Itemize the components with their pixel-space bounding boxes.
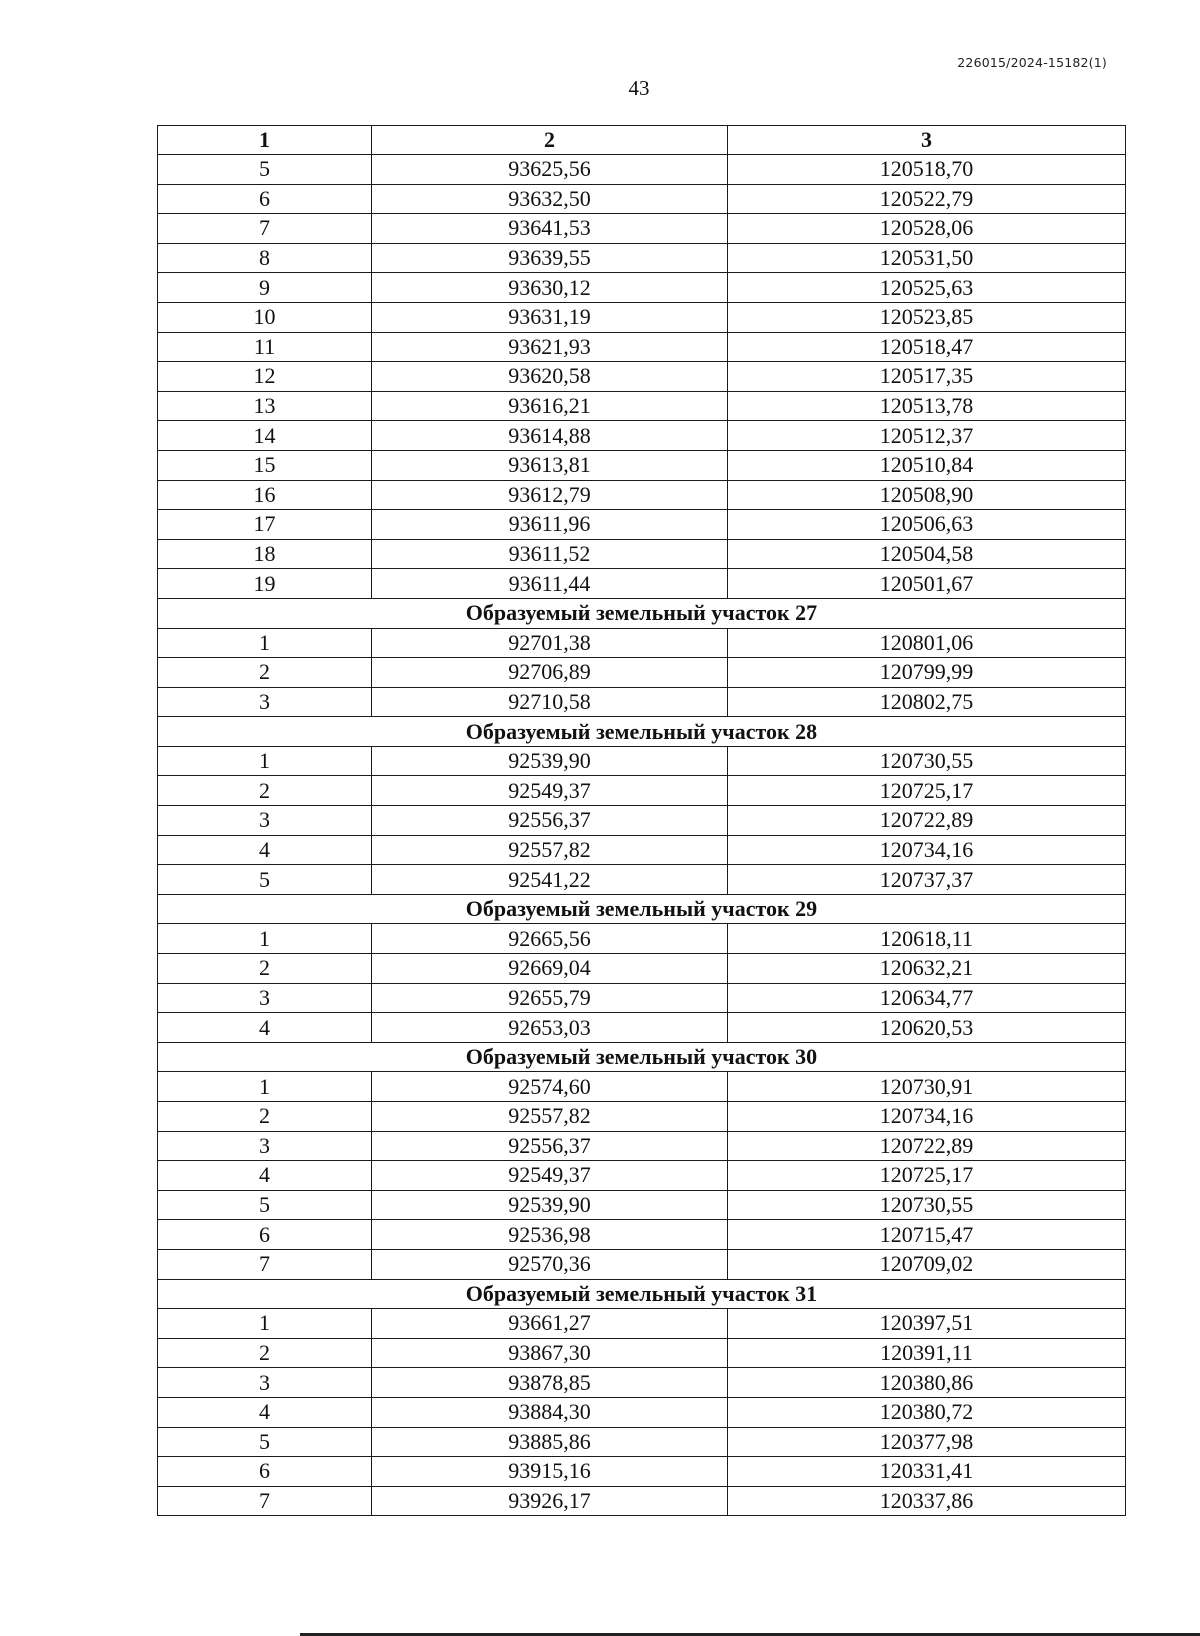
table-row bbox=[158, 776, 1126, 806]
point-number-cell: 5 bbox=[158, 865, 372, 895]
x-coordinate-cell: 93614,88 bbox=[372, 421, 728, 451]
table-row bbox=[158, 539, 1126, 569]
point-number-cell: 2 bbox=[158, 658, 372, 688]
y-coordinate-cell: 120737,37 bbox=[728, 865, 1126, 895]
x-coordinate-cell: 93611,96 bbox=[372, 510, 728, 540]
section-title: Образуемый земельный участок 29 bbox=[158, 894, 1126, 924]
x-coordinate-cell: 93867,30 bbox=[372, 1338, 728, 1368]
table-row bbox=[158, 184, 1126, 214]
y-coordinate-cell: 120725,17 bbox=[728, 776, 1126, 806]
y-coordinate-cell: 120380,86 bbox=[728, 1368, 1126, 1398]
table-row bbox=[158, 1368, 1126, 1398]
table-row bbox=[158, 214, 1126, 244]
y-coordinate-cell: 120525,63 bbox=[728, 273, 1126, 303]
column-header-3: 3 bbox=[728, 126, 1126, 155]
y-coordinate-cell: 120634,77 bbox=[728, 983, 1126, 1013]
point-number-cell: 6 bbox=[158, 1457, 372, 1487]
table-row bbox=[158, 806, 1126, 836]
table-row bbox=[158, 1102, 1126, 1132]
table-row bbox=[158, 865, 1126, 895]
point-number-cell: 13 bbox=[158, 391, 372, 421]
x-coordinate-cell: 93616,21 bbox=[372, 391, 728, 421]
table-row bbox=[158, 332, 1126, 362]
section-title: Образуемый земельный участок 31 bbox=[158, 1279, 1126, 1309]
table-row bbox=[158, 1397, 1126, 1427]
x-coordinate-cell: 93620,58 bbox=[372, 362, 728, 392]
point-number-cell: 5 bbox=[158, 155, 372, 185]
x-coordinate-cell: 93613,81 bbox=[372, 450, 728, 480]
point-number-cell: 2 bbox=[158, 1338, 372, 1368]
point-number-cell: 2 bbox=[158, 1102, 372, 1132]
table-row bbox=[158, 569, 1126, 599]
x-coordinate-cell: 92549,37 bbox=[372, 776, 728, 806]
y-coordinate-cell: 120377,98 bbox=[728, 1427, 1126, 1457]
y-coordinate-cell: 120632,21 bbox=[728, 954, 1126, 984]
table-row bbox=[158, 362, 1126, 392]
table-row bbox=[158, 155, 1126, 185]
x-coordinate-cell: 92655,79 bbox=[372, 983, 728, 1013]
table-row bbox=[158, 746, 1126, 776]
x-coordinate-cell: 92665,56 bbox=[372, 924, 728, 954]
point-number-cell: 7 bbox=[158, 1486, 372, 1516]
y-coordinate-cell: 120722,89 bbox=[728, 1131, 1126, 1161]
y-coordinate-cell: 120397,51 bbox=[728, 1309, 1126, 1339]
y-coordinate-cell: 120730,55 bbox=[728, 746, 1126, 776]
point-number-cell: 4 bbox=[158, 1013, 372, 1043]
table-row bbox=[158, 835, 1126, 865]
table-row bbox=[158, 1427, 1126, 1457]
table-row bbox=[158, 1161, 1126, 1191]
table-row bbox=[158, 954, 1126, 984]
x-coordinate-cell: 93612,79 bbox=[372, 480, 728, 510]
table-row bbox=[158, 450, 1126, 480]
x-coordinate-cell: 92557,82 bbox=[372, 1102, 728, 1132]
x-coordinate-cell: 93611,44 bbox=[372, 569, 728, 599]
x-coordinate-cell: 93641,53 bbox=[372, 214, 728, 244]
x-coordinate-cell: 93884,30 bbox=[372, 1397, 728, 1427]
y-coordinate-cell: 120528,06 bbox=[728, 214, 1126, 244]
point-number-cell: 3 bbox=[158, 983, 372, 1013]
y-coordinate-cell: 120618,11 bbox=[728, 924, 1126, 954]
point-number-cell: 3 bbox=[158, 687, 372, 717]
y-coordinate-cell: 120734,16 bbox=[728, 835, 1126, 865]
page-number: 43 bbox=[628, 76, 650, 100]
point-number-cell: 1 bbox=[158, 1309, 372, 1339]
x-coordinate-cell: 92653,03 bbox=[372, 1013, 728, 1043]
point-number-cell: 6 bbox=[158, 1220, 372, 1250]
x-coordinate-cell: 92556,37 bbox=[372, 1131, 728, 1161]
x-coordinate-cell: 93630,12 bbox=[372, 273, 728, 303]
table-row bbox=[158, 1457, 1126, 1487]
point-number-cell: 1 bbox=[158, 746, 372, 776]
y-coordinate-cell: 120508,90 bbox=[728, 480, 1126, 510]
point-number-cell: 5 bbox=[158, 1190, 372, 1220]
point-number-cell: 8 bbox=[158, 243, 372, 273]
x-coordinate-cell: 93661,27 bbox=[372, 1309, 728, 1339]
table-row bbox=[158, 302, 1126, 332]
table-row bbox=[158, 628, 1126, 658]
y-coordinate-cell: 120522,79 bbox=[728, 184, 1126, 214]
y-coordinate-cell: 120722,89 bbox=[728, 806, 1126, 836]
section-header-row bbox=[158, 717, 1126, 747]
y-coordinate-cell: 120504,58 bbox=[728, 539, 1126, 569]
table-row bbox=[158, 658, 1126, 688]
section-title: Образуемый земельный участок 30 bbox=[158, 1042, 1126, 1072]
table-row bbox=[158, 1013, 1126, 1043]
x-coordinate-cell: 92549,37 bbox=[372, 1161, 728, 1191]
section-header-row bbox=[158, 1279, 1126, 1309]
point-number-cell: 7 bbox=[158, 214, 372, 244]
column-header-1: 1 bbox=[158, 126, 372, 155]
x-coordinate-cell: 92557,82 bbox=[372, 835, 728, 865]
y-coordinate-cell: 120802,75 bbox=[728, 687, 1126, 717]
x-coordinate-cell: 92556,37 bbox=[372, 806, 728, 836]
y-coordinate-cell: 120380,72 bbox=[728, 1397, 1126, 1427]
point-number-cell: 3 bbox=[158, 1131, 372, 1161]
y-coordinate-cell: 120734,16 bbox=[728, 1102, 1126, 1132]
table-row bbox=[158, 421, 1126, 451]
point-number-cell: 19 bbox=[158, 569, 372, 599]
y-coordinate-cell: 120518,70 bbox=[728, 155, 1126, 185]
point-number-cell: 15 bbox=[158, 450, 372, 480]
table-row bbox=[158, 983, 1126, 1013]
x-coordinate-cell: 92669,04 bbox=[372, 954, 728, 984]
x-coordinate-cell: 93926,17 bbox=[372, 1486, 728, 1516]
x-coordinate-cell: 92539,90 bbox=[372, 1190, 728, 1220]
y-coordinate-cell: 120709,02 bbox=[728, 1249, 1126, 1279]
table-row bbox=[158, 1072, 1126, 1102]
point-number-cell: 2 bbox=[158, 776, 372, 806]
y-coordinate-cell: 120391,11 bbox=[728, 1338, 1126, 1368]
point-number-cell: 5 bbox=[158, 1427, 372, 1457]
point-number-cell: 2 bbox=[158, 954, 372, 984]
table-row bbox=[158, 1220, 1126, 1250]
x-coordinate-cell: 93632,50 bbox=[372, 184, 728, 214]
y-coordinate-cell: 120506,63 bbox=[728, 510, 1126, 540]
point-number-cell: 18 bbox=[158, 539, 372, 569]
x-coordinate-cell: 92541,22 bbox=[372, 865, 728, 895]
document-id: 226015/2024-15182(1) bbox=[957, 55, 1107, 70]
point-number-cell: 17 bbox=[158, 510, 372, 540]
y-coordinate-cell: 120725,17 bbox=[728, 1161, 1126, 1191]
y-coordinate-cell: 120523,85 bbox=[728, 302, 1126, 332]
y-coordinate-cell: 120501,67 bbox=[728, 569, 1126, 599]
table-row bbox=[158, 273, 1126, 303]
point-number-cell: 10 bbox=[158, 302, 372, 332]
x-coordinate-cell: 93625,56 bbox=[372, 155, 728, 185]
y-coordinate-cell: 120337,86 bbox=[728, 1486, 1126, 1516]
section-title: Образуемый земельный участок 27 bbox=[158, 598, 1126, 628]
point-number-cell: 4 bbox=[158, 1397, 372, 1427]
table-row bbox=[158, 1309, 1126, 1339]
point-number-cell: 12 bbox=[158, 362, 372, 392]
point-number-cell: 1 bbox=[158, 1072, 372, 1102]
x-coordinate-cell: 92710,58 bbox=[372, 687, 728, 717]
y-coordinate-cell: 120517,35 bbox=[728, 362, 1126, 392]
table-row bbox=[158, 243, 1126, 273]
table-row bbox=[158, 1190, 1126, 1220]
y-coordinate-cell: 120512,37 bbox=[728, 421, 1126, 451]
table-row bbox=[158, 1131, 1126, 1161]
table-row bbox=[158, 1338, 1126, 1368]
coordinates-table bbox=[157, 125, 1126, 1516]
x-coordinate-cell: 93915,16 bbox=[372, 1457, 728, 1487]
point-number-cell: 1 bbox=[158, 628, 372, 658]
point-number-cell: 7 bbox=[158, 1249, 372, 1279]
point-number-cell: 16 bbox=[158, 480, 372, 510]
y-coordinate-cell: 120715,47 bbox=[728, 1220, 1126, 1250]
point-number-cell: 3 bbox=[158, 806, 372, 836]
column-header-2: 2 bbox=[372, 126, 728, 155]
table-row bbox=[158, 1486, 1126, 1516]
table-row bbox=[158, 510, 1126, 540]
table-row bbox=[158, 1249, 1126, 1279]
section-header-row bbox=[158, 894, 1126, 924]
table-body bbox=[158, 155, 1126, 1516]
x-coordinate-cell: 93621,93 bbox=[372, 332, 728, 362]
x-coordinate-cell: 93631,19 bbox=[372, 302, 728, 332]
point-number-cell: 4 bbox=[158, 835, 372, 865]
point-number-cell: 11 bbox=[158, 332, 372, 362]
y-coordinate-cell: 120510,84 bbox=[728, 450, 1126, 480]
point-number-cell: 14 bbox=[158, 421, 372, 451]
x-coordinate-cell: 93611,52 bbox=[372, 539, 728, 569]
y-coordinate-cell: 120531,50 bbox=[728, 243, 1126, 273]
y-coordinate-cell: 120801,06 bbox=[728, 628, 1126, 658]
section-header-row bbox=[158, 598, 1126, 628]
x-coordinate-cell: 92539,90 bbox=[372, 746, 728, 776]
x-coordinate-cell: 93878,85 bbox=[372, 1368, 728, 1398]
section-header-row bbox=[158, 1042, 1126, 1072]
y-coordinate-cell: 120730,55 bbox=[728, 1190, 1126, 1220]
x-coordinate-cell: 92536,98 bbox=[372, 1220, 728, 1250]
table-row bbox=[158, 480, 1126, 510]
x-coordinate-cell: 92701,38 bbox=[372, 628, 728, 658]
x-coordinate-cell: 93885,86 bbox=[372, 1427, 728, 1457]
x-coordinate-cell: 92570,36 bbox=[372, 1249, 728, 1279]
y-coordinate-cell: 120331,41 bbox=[728, 1457, 1126, 1487]
section-title: Образуемый земельный участок 28 bbox=[158, 717, 1126, 747]
x-coordinate-cell: 92706,89 bbox=[372, 658, 728, 688]
table-row bbox=[158, 687, 1126, 717]
y-coordinate-cell: 120799,99 bbox=[728, 658, 1126, 688]
y-coordinate-cell: 120730,91 bbox=[728, 1072, 1126, 1102]
point-number-cell: 4 bbox=[158, 1161, 372, 1191]
y-coordinate-cell: 120518,47 bbox=[728, 332, 1126, 362]
table-row bbox=[158, 924, 1126, 954]
x-coordinate-cell: 93639,55 bbox=[372, 243, 728, 273]
y-coordinate-cell: 120620,53 bbox=[728, 1013, 1126, 1043]
point-number-cell: 3 bbox=[158, 1368, 372, 1398]
point-number-cell: 1 bbox=[158, 924, 372, 954]
table-header-row bbox=[158, 126, 1126, 155]
point-number-cell: 6 bbox=[158, 184, 372, 214]
table-row bbox=[158, 391, 1126, 421]
x-coordinate-cell: 92574,60 bbox=[372, 1072, 728, 1102]
point-number-cell: 9 bbox=[158, 273, 372, 303]
y-coordinate-cell: 120513,78 bbox=[728, 391, 1126, 421]
